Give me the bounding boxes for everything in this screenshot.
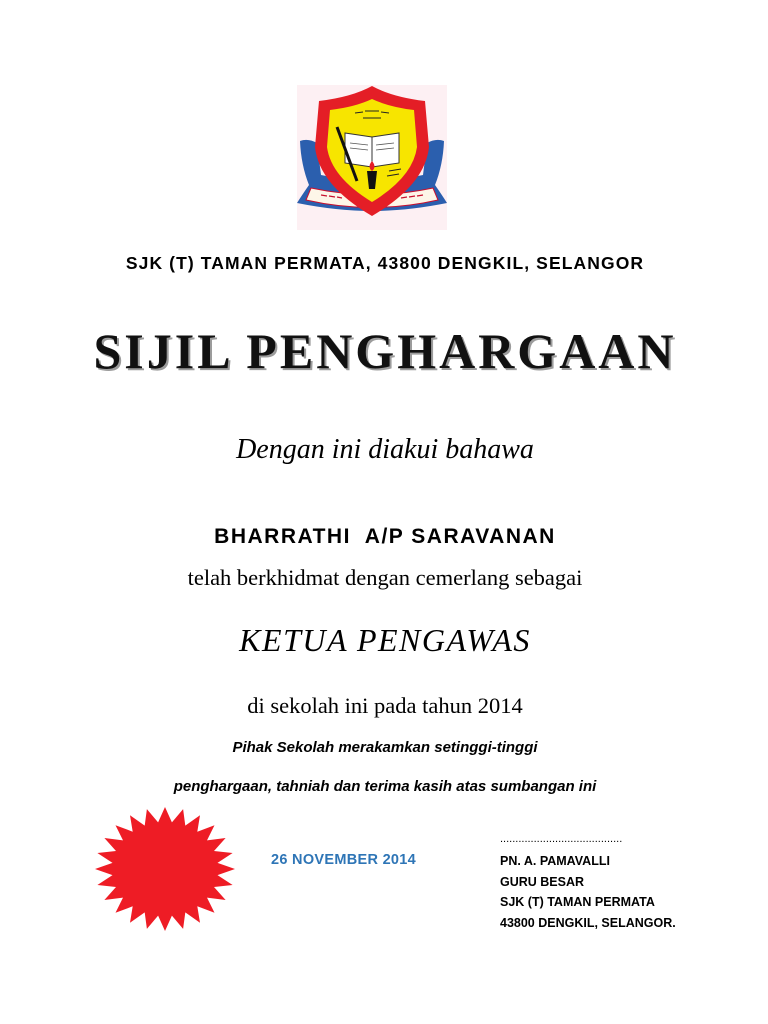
closing-line-1: Pihak Sekolah merakamkan setinggi-tinggi bbox=[232, 739, 538, 756]
closing-line-2: penghargaan, tahniah dan terima kasih atas sumbangan ini bbox=[173, 778, 597, 795]
certificate-title: SIJIL PENGHARGAAN bbox=[93, 323, 677, 379]
role-title: KETUA PENGAWAS bbox=[239, 622, 531, 658]
signatory-school: SJK (T) TAMAN PERMATA bbox=[500, 895, 655, 910]
signature-line: ........................................ bbox=[500, 833, 623, 845]
certificate-date: 26 NOVEMBER 2014 bbox=[271, 852, 417, 868]
starburst-shape bbox=[95, 807, 235, 931]
intro-line: Dengan ini diakui bahawa bbox=[236, 434, 534, 465]
service-line: telah berkhidmat dengan cemerlang sebagai bbox=[187, 565, 583, 590]
red-starburst-seal-icon bbox=[94, 806, 236, 932]
school-crest-icon bbox=[297, 85, 447, 230]
school-name: SJK (T) TAMAN PERMATA, 43800 DENGKIL, SELANGOR bbox=[125, 253, 645, 273]
recipient-name: BHARRATHI A/P SARAVANAN bbox=[214, 525, 556, 548]
signatory-address: 43800 DENGKIL, SELANGOR. bbox=[500, 915, 676, 930]
year-line: di sekolah ini pada tahun 2014 bbox=[247, 693, 523, 718]
signature-block bbox=[500, 851, 676, 933]
signatory-name: PN. A. PAMAVALLI bbox=[500, 854, 610, 868]
signatory-position: GURU BESAR bbox=[500, 874, 585, 889]
